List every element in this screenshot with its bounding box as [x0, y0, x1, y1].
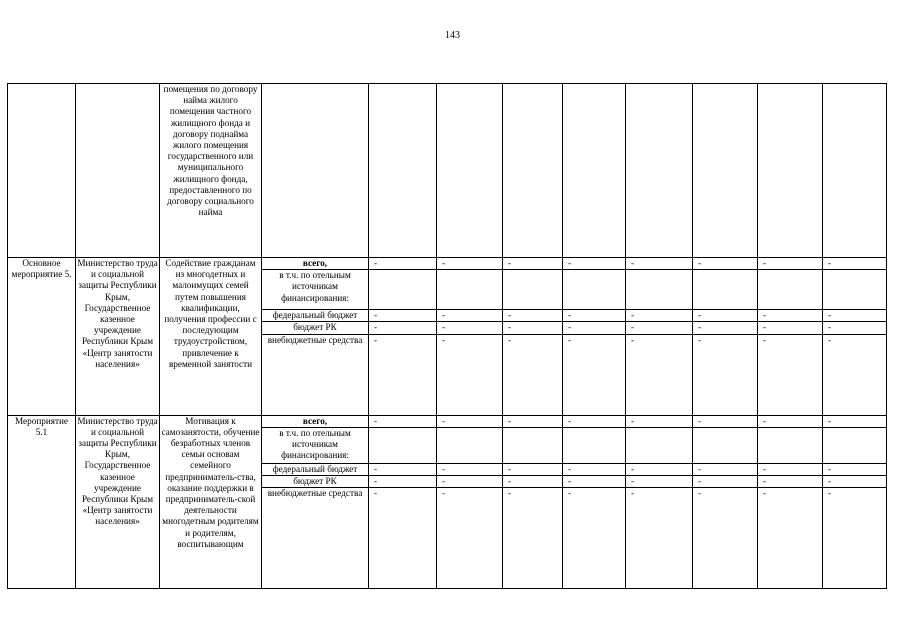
source-label: бюджет РК [262, 476, 369, 488]
cont-col9 [626, 84, 693, 258]
value-cell: - [626, 488, 693, 589]
value-cell: - [693, 488, 758, 589]
activity-description: Мотивация к самозанятости, обучение безработных членов семьи основам семейного предприниматель-ства, оказание поддержки в предприниматель-ской деятельности многодетным родителям и родителям, воспитывающим [160, 415, 262, 589]
value-cell: - [437, 322, 503, 334]
value-cell: - [503, 463, 563, 475]
value-cell: - [503, 415, 563, 427]
value-cell: - [626, 463, 693, 475]
value-cell [823, 427, 887, 463]
cont-col2 [76, 84, 160, 258]
value-cell [437, 427, 503, 463]
value-cell: - [758, 488, 823, 589]
value-cell: - [563, 334, 626, 415]
value-cell: - [823, 322, 887, 334]
cont-col11 [758, 84, 823, 258]
source-label: федеральный бюджет [262, 463, 369, 475]
value-cell: - [626, 322, 693, 334]
value-cell [369, 270, 437, 310]
cont-col5 [369, 84, 437, 258]
value-cell: - [693, 415, 758, 427]
cont-col12 [823, 84, 887, 258]
value-cell: - [626, 310, 693, 322]
value-cell: - [758, 334, 823, 415]
source-label: внебюджетные средства [262, 334, 369, 415]
value-cell: - [503, 488, 563, 589]
value-cell: - [369, 322, 437, 334]
value-cell: - [503, 334, 563, 415]
value-cell: - [563, 476, 626, 488]
value-cell: - [369, 334, 437, 415]
value-cell: - [437, 463, 503, 475]
activity-description: Содействие гражданам из многодетных и малоимущих семей путем повышения квалификации, получения профессии с последующим трудоустройством, привлечение к временной занятости [160, 258, 262, 416]
value-cell: - [369, 476, 437, 488]
table-row [8, 258, 887, 270]
value-cell: - [758, 322, 823, 334]
value-cell [437, 270, 503, 310]
value-cell [503, 270, 563, 310]
value-cell: - [693, 322, 758, 334]
value-cell: - [823, 334, 887, 415]
value-cell [823, 270, 887, 310]
value-cell: - [823, 310, 887, 322]
value-cell: - [563, 415, 626, 427]
cont-col6 [437, 84, 503, 258]
value-cell [369, 427, 437, 463]
continuation-row [8, 84, 887, 258]
value-cell: - [758, 258, 823, 270]
activity-number: Мероприятие 5.1 [8, 415, 76, 589]
source-label: бюджет РК [262, 322, 369, 334]
value-cell: - [503, 310, 563, 322]
activity-number: Основное мероприятие 5. [8, 258, 76, 416]
value-cell [693, 270, 758, 310]
value-cell: - [626, 415, 693, 427]
source-label: всего, [262, 258, 369, 270]
value-cell: - [693, 334, 758, 415]
cont-col8 [563, 84, 626, 258]
value-cell: - [503, 476, 563, 488]
value-cell [626, 270, 693, 310]
executor: Министерство труда и социальной защиты Республики Крым, Государственное казенное учреждение Республики Крым «Центр занятости населения» [76, 415, 160, 589]
cont-col7 [503, 84, 563, 258]
table-row [8, 415, 887, 427]
value-cell: - [823, 415, 887, 427]
source-label: внебюджетные средства [262, 488, 369, 589]
value-cell: - [758, 476, 823, 488]
value-cell [503, 427, 563, 463]
value-cell [626, 427, 693, 463]
source-label: всего, [262, 415, 369, 427]
value-cell: - [758, 415, 823, 427]
source-label: в т.ч. по отельным источникам финансирования: [262, 270, 369, 310]
value-cell: - [626, 334, 693, 415]
value-cell: - [437, 415, 503, 427]
funding-table [7, 83, 887, 589]
value-cell: - [437, 476, 503, 488]
value-cell: - [563, 258, 626, 270]
value-cell: - [437, 488, 503, 589]
value-cell: - [626, 476, 693, 488]
value-cell [563, 427, 626, 463]
value-cell: - [437, 310, 503, 322]
value-cell: - [758, 310, 823, 322]
source-label: в т.ч. по отельным источникам финансирования: [262, 427, 369, 463]
value-cell: - [693, 463, 758, 475]
value-cell: - [693, 476, 758, 488]
value-cell: - [563, 310, 626, 322]
value-cell: - [823, 463, 887, 475]
value-cell: - [437, 258, 503, 270]
value-cell [563, 270, 626, 310]
cont-description: помещения по договору найма жилого помещения частного жилищного фонда и договору поднайма жилого помещения государственного или муниципального жилищного фонда, предоставленного по договору социального найма [160, 84, 262, 258]
value-cell: - [693, 310, 758, 322]
value-cell: - [693, 258, 758, 270]
value-cell [758, 270, 823, 310]
value-cell: - [369, 488, 437, 589]
value-cell: - [369, 463, 437, 475]
cont-col10 [693, 84, 758, 258]
page-number: 143 [445, 30, 460, 41]
value-cell: - [503, 258, 563, 270]
value-cell: - [823, 488, 887, 589]
value-cell: - [563, 463, 626, 475]
value-cell: - [369, 415, 437, 427]
value-cell: - [503, 322, 563, 334]
value-cell: - [437, 334, 503, 415]
value-cell: - [823, 258, 887, 270]
value-cell: - [626, 258, 693, 270]
value-cell: - [369, 258, 437, 270]
value-cell: - [758, 463, 823, 475]
value-cell: - [563, 488, 626, 589]
value-cell [693, 427, 758, 463]
cont-col1 [8, 84, 76, 258]
source-label: федеральный бюджет [262, 310, 369, 322]
value-cell: - [369, 310, 437, 322]
executor: Министерство труда и социальной защиты Республики Крым, Государственное казенное учреждение Республики Крым «Центр занятости населения» [76, 258, 160, 416]
cont-col4 [262, 84, 369, 258]
value-cell: - [823, 476, 887, 488]
value-cell [758, 427, 823, 463]
value-cell: - [563, 322, 626, 334]
